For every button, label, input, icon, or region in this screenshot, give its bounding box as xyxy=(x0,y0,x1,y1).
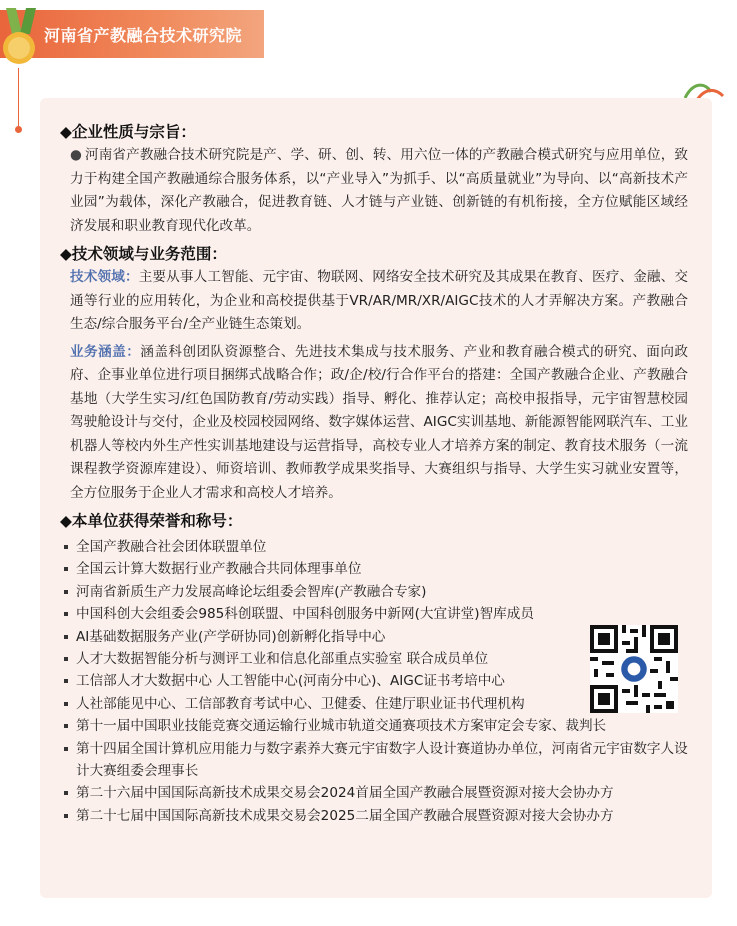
honor-item: 人社部能见中心、工信部教育考试中心、卫健委、住建厅职业证书代理机构 xyxy=(62,693,575,715)
timeline-line xyxy=(18,68,19,130)
header-title: 河南省产教融合技术研究院 xyxy=(44,26,243,45)
honor-item: 第十一届中国职业技能竞赛交通运输行业城市轨道交通赛项技术方案审定会专家、裁判长 xyxy=(62,715,698,737)
honor-item: 第十四届全国计算机应用能力与数字素养大赛元宇宙数字人设计赛道协办单位，河南省元宇宙数字人设计大赛组委会理事长 xyxy=(62,738,698,783)
honor-item: 人才大数据智能分析与测评工业和信息化部重点实验室 联合成员单位 xyxy=(62,648,575,670)
honor-item: AI基础数据服务产业(产学研协同)创新孵化指导中心 xyxy=(62,626,575,648)
honor-item: 第二十七届中国国际高新技术成果交易会2025二届全国产教融合展暨资源对接大会协办方 xyxy=(62,805,698,827)
honor-item: 河南省新质生产力发展高峰论坛组委会智库(产教融合专家) xyxy=(62,581,575,603)
nature-paragraph xyxy=(70,144,688,238)
scope-heading: ◆技术领域与业务范围： xyxy=(60,245,227,263)
nature-text: 河南省产教融合技术研究院是产、学、研、创、转、用六位一体的产教融合模式研究与应用单位，致力于构建全国产教融通综合服务体系，以“产业导入”为抓手、以“高质量就业”为导向、以“高新技术产业园”为载体，深化产教融合，促进教育链、人才链与产业链、创新链的有机衔接，全方位赋能区域经济发展和职业教育现代化改革。 xyxy=(70,147,688,234)
honors-list xyxy=(60,536,688,827)
tech-text: 主要从事人工智能、元宇宙、物联网、网络安全技术研究及其成果在教育、医疗、金融、交通等行业的应用转化，为企业和高校提供基于VR/AR/MR/XR/AIGC技术的人才弄解决方案。产教融合生态/综合服务平台/全产业链生态策划。 xyxy=(70,269,689,332)
biz-text: 涵盖科创团队资源整合、先进技术集成与技术服务、产业和教育融合模式的研究、面向政府、企事业单位进行项目捆绑式战略合作；政/企/校/行合作平台的搭建：全国产教融合企业、产教融合基地（大学生实习/红色国防教育/劳动实践）指导、孵化、推荐认定；高校申报指导，元宇宙智慧校园驾驶舱设计与交付，企业及校园校园网络、数字媒体运营、AIGC实训基地、新能源智能网联汽车、工业机器人等校内外生产性实训基地建设与运营指导，高校专业人才培养方案的制定、教育技术服务（一流课程教学资源库建设）、师资培训、教师教学成果奖指导、大赛组织与指导、大学生实习就业安置等，全方位服务于企业人才需求和高校人才培养。 xyxy=(70,343,688,501)
tech-paragraph xyxy=(70,266,688,337)
honor-item: 工信部人才大数据中心 人工智能中心(河南分中心)、AIGC证书考培中心 xyxy=(62,670,575,692)
honor-item: 全国云计算大数据行业产教融合共同体理事单位 xyxy=(62,558,575,580)
timeline-dot xyxy=(15,126,22,133)
qr-code[interactable] xyxy=(590,625,678,713)
honor-item: 中国科创大会组委会985科创联盟、中国科创服务中新网(大宜讲堂)智库成员 xyxy=(62,603,575,625)
medal-icon xyxy=(0,8,42,70)
biz-label: 业务涵盖： xyxy=(70,343,141,360)
honors-heading: ◆本单位获得荣誉和称号： xyxy=(60,512,243,530)
content-body xyxy=(60,120,688,827)
nature-heading: ◆企业性质与宗旨： xyxy=(60,123,196,141)
biz-paragraph xyxy=(70,341,688,506)
honor-item: 第二十六届中国国际高新技术成果交易会2024首届全国产教融合展暨资源对接大会协办方 xyxy=(62,782,698,804)
honor-item: 全国产教融合社会团体联盟单位 xyxy=(62,536,575,558)
tech-label: 技术领域： xyxy=(70,269,139,285)
bullet-dot: ● xyxy=(70,147,82,163)
